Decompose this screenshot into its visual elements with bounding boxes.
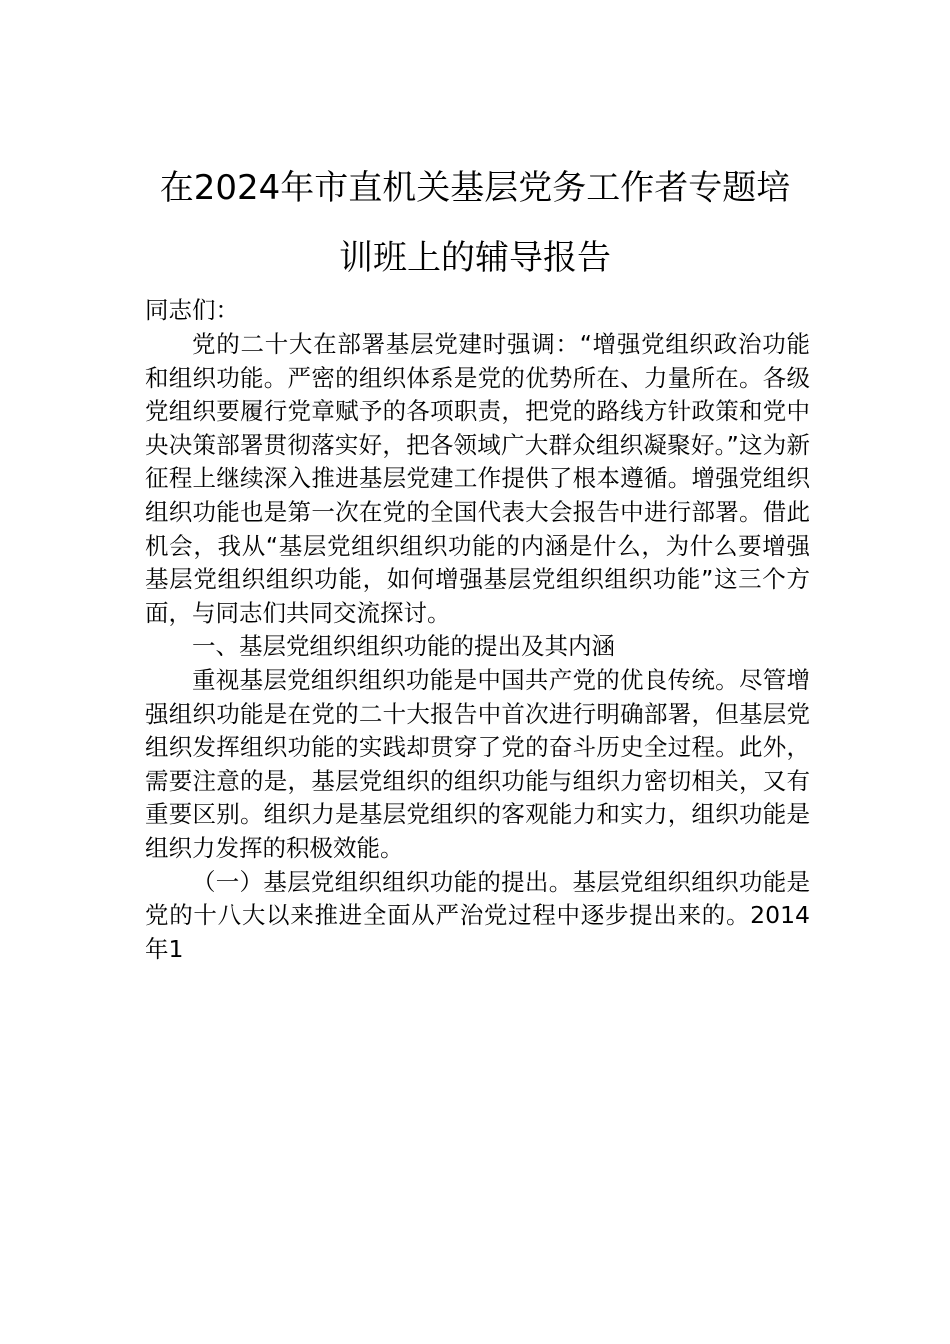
salutation: 同志们：: [145, 296, 239, 324]
section-heading-1: 一、基层党组织组织功能的提出及其内涵: [192, 632, 615, 661]
document-body: [145, 328, 810, 966]
document-title-line-1: 在2024年市直机关基层党务工作者专题培: [159, 168, 791, 208]
paragraph-subsection-1: （一）基层党组织组织功能的提出。基层党组织组织功能是党的十八大以来推进全面从严治党过程中逐步提出来的。2014年1: [145, 867, 810, 963]
paragraph-section-1: 重视基层党组织组织功能是中国共产党的优良传统。尽管增强组织功能是在党的二十大报告中首次进行明确部署，但基层党组织发挥组织功能的实践却贯穿了党的奋斗历史全过程。此外，需要注意的是，基层党组织的组织功能与组织力密切相关，又有重要区别。组织力是基层党组织的客观能力和实力，组织功能是组织力发挥的积极效能。: [145, 665, 810, 862]
document-title-line-2: 训班上的辅导报告: [339, 238, 611, 278]
paragraph-intro: 党的二十大在部署基层党建时强调：“增强党组织政治功能和组织功能。严密的组织体系是党的优势所在、力量所在。各级党组织要履行党章赋予的各项职责，把党的路线方针政策和党中央决策部署贯彻落实好，把各领域广大群众组织凝聚好。”这为新征程上继续深入推进基层党建工作提供了根本遵循。增强党组织组织功能也是第一次在党的全国代表大会报告中进行部署。借此机会，我从“基层党组织组织功能的内涵是什么，为什么要增强基层党组织组织功能，如何增强基层党组织组织功能”这三个方面，与同志们共同交流探讨。: [145, 330, 810, 627]
